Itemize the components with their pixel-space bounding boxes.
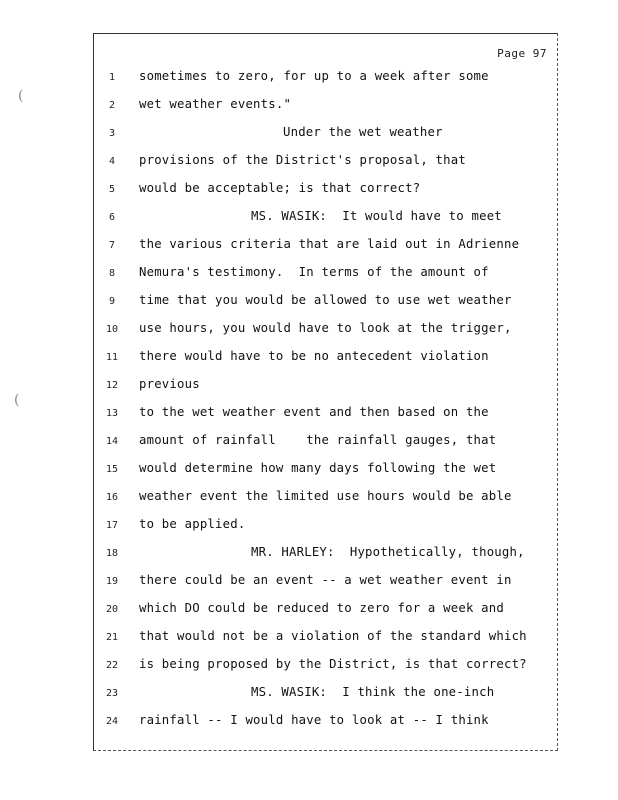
line-text: time that you would be allowed to use wet weather: [139, 293, 512, 307]
transcript-line: [94, 293, 557, 313]
line-number: 5: [108, 184, 116, 195]
transcript-line: [94, 517, 557, 537]
transcript-line: [94, 265, 557, 285]
line-text: there would have to be no antecedent violation: [139, 349, 489, 363]
transcript-line: [94, 125, 557, 145]
transcript-line: [94, 377, 557, 397]
transcript-line: [94, 405, 557, 425]
transcript-line: [94, 153, 557, 173]
line-text: MS. WASIK: It would have to meet: [251, 209, 502, 223]
transcript-page: [93, 33, 558, 751]
page-number: Page 97: [497, 47, 547, 60]
line-number: 17: [105, 520, 119, 531]
line-text: which DO could be reduced to zero for a week and: [139, 601, 504, 615]
line-text: rainfall -- I would have to look at -- I think: [139, 713, 489, 727]
line-text: sometimes to zero, for up to a week after some: [139, 69, 489, 83]
line-number: 14: [105, 436, 119, 447]
line-text: wet weather events.": [139, 97, 292, 111]
line-text: previous: [139, 377, 200, 391]
line-number: 23: [105, 688, 119, 699]
line-text: to the wet weather event and then based on the: [139, 405, 489, 419]
line-number: 13: [105, 408, 119, 419]
line-text: there could be an event -- a wet weather event in: [139, 573, 512, 587]
line-number: 7: [108, 240, 116, 251]
transcript-line: [94, 657, 557, 677]
line-text: amount of rainfall the rainfall gauges, that: [139, 433, 497, 447]
transcript-line: [94, 601, 557, 621]
line-number: 24: [105, 716, 119, 727]
transcript-line: [94, 461, 557, 481]
line-number: 12: [105, 380, 119, 391]
line-number: 21: [105, 632, 119, 643]
line-number: 22: [105, 660, 119, 671]
line-number: 6: [108, 212, 116, 223]
line-number: 20: [105, 604, 119, 615]
line-number: 16: [105, 492, 119, 503]
line-text: to be applied.: [139, 517, 246, 531]
line-text: is being proposed by the District, is that correct?: [139, 657, 527, 671]
line-number: 10: [105, 324, 119, 335]
line-text: Under the wet weather: [283, 125, 443, 139]
line-number: 11: [105, 352, 119, 363]
margin-scan-mark: (: [18, 88, 24, 104]
line-number: 19: [105, 576, 119, 587]
line-number: 15: [105, 464, 119, 475]
line-number: 18: [105, 548, 119, 559]
line-text: weather event the limited use hours would be able: [139, 489, 512, 503]
transcript-line: [94, 545, 557, 565]
transcript-line: [94, 209, 557, 229]
line-text: MS. WASIK: I think the one-inch: [251, 685, 495, 699]
line-text: Nemura's testimony. In terms of the amount of: [139, 265, 489, 279]
transcript-line: [94, 489, 557, 509]
transcript-line: [94, 713, 557, 733]
line-number: 3: [108, 128, 116, 139]
transcript-line: [94, 237, 557, 257]
line-number: 8: [108, 268, 116, 279]
transcript-line: [94, 69, 557, 89]
line-number: 2: [108, 100, 116, 111]
line-text: would determine how many days following the wet: [139, 461, 497, 475]
transcript-line: [94, 629, 557, 649]
transcript-line: [94, 573, 557, 593]
transcript-line: [94, 181, 557, 201]
line-text: that would not be a violation of the standard which: [139, 629, 527, 643]
line-text: use hours, you would have to look at the trigger,: [139, 321, 512, 335]
line-number: 1: [108, 72, 116, 83]
line-text: MR. HARLEY: Hypothetically, though,: [251, 545, 525, 559]
line-number: 4: [108, 156, 116, 167]
line-text: would be acceptable; is that correct?: [139, 181, 421, 195]
transcript-line: [94, 685, 557, 705]
transcript-line: [94, 321, 557, 341]
line-text: the various criteria that are laid out in Adrienne: [139, 237, 520, 251]
transcript-line: [94, 97, 557, 117]
line-text: provisions of the District's proposal, that: [139, 153, 466, 167]
margin-scan-mark: (: [14, 392, 20, 408]
line-number: 9: [108, 296, 116, 307]
transcript-line: [94, 349, 557, 369]
transcript-line: [94, 433, 557, 453]
